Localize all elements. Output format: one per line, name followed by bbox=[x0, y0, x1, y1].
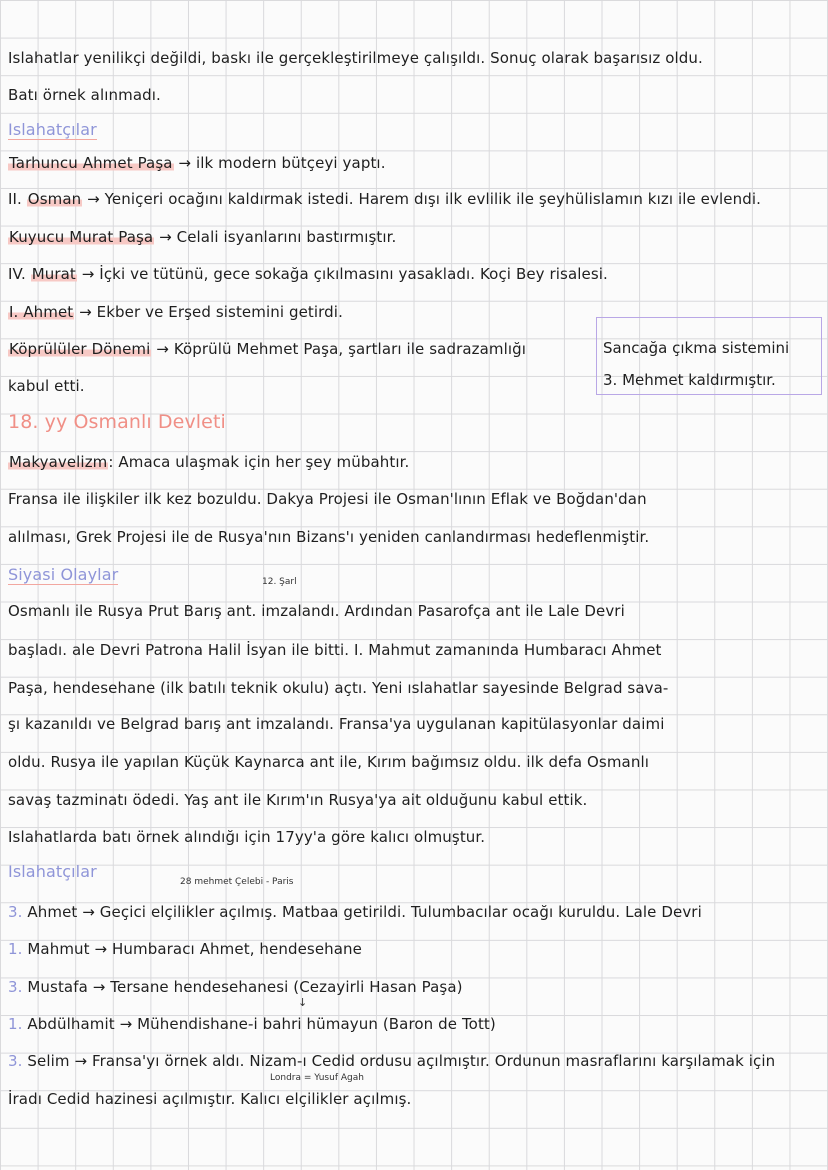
line-13: Osmanlı ile Rusya Prut Barış ant. imzalandı. Ardından Pasarofça ant ile Lale Devri bbox=[8, 602, 625, 620]
section-title bbox=[8, 412, 226, 433]
line-8 bbox=[8, 339, 526, 359]
name-kuyucu: Kuyucu Murat Paşa bbox=[9, 228, 154, 246]
line-3-text: → ilk modern bütçeyi yaptı. bbox=[173, 154, 386, 172]
reformer-number: 3. bbox=[8, 903, 28, 921]
name-tarhuncu: Tarhuncu Ahmet Paşa bbox=[9, 154, 173, 172]
line-14: başladı. ale Devri Patrona Halil İsyan ile bitti. I. Mahmut zamanında Humbaracı Ahmet bbox=[8, 641, 662, 659]
note-box-line-1: Sancağa çıkma sistemini bbox=[603, 339, 790, 357]
annotation-mehmet-celebi: 28 mehmet Çelebi - Paris bbox=[180, 877, 294, 887]
line-15: Paşa, hendesehane (ilk batılı teknik okulu) açtı. Yeni ıslahatlar sayesinde Belgrad sava- bbox=[8, 679, 669, 697]
line-18: savaş tazminatı ödedi. Yaş ant ile Kırım'ın Rusya'ya ait olduğunu kabul ettik. bbox=[8, 791, 588, 809]
reformer-text: → Geçici elçilikler açılmış. Matbaa getirildi. Tulumbacılar ocağı kuruldu. Lale Devri bbox=[77, 903, 702, 921]
roman-numeral: IV. bbox=[8, 265, 31, 283]
line-12: alılması, Grek Projesi ile de Rusya'nın Bizans'ı yeniden canlandırması hedeflenmiştir. bbox=[8, 528, 650, 546]
heading-text: Siyasi Olaylar bbox=[8, 565, 119, 584]
reformer-text: → Mühendishane-i bahri hümayun (Baron de Tott) bbox=[114, 1015, 496, 1033]
line-4-text: → Yeniçeri ocağını kaldırmak istedi. Harem dışı ilk evlilik ile şeyhülislamın kızı ile evlendi. bbox=[82, 190, 761, 208]
reformer-number: 1. bbox=[8, 1015, 28, 1033]
term-makyavelizm: Makyavelizm bbox=[9, 453, 108, 471]
line-16: şı kazanıldı ve Belgrad barış ant imzalandı. Fransa'ya uygulanan kapitülasyonlar daimi bbox=[8, 715, 665, 733]
line-4 bbox=[8, 189, 761, 209]
name-murat: Murat bbox=[31, 265, 76, 283]
line-3 bbox=[8, 153, 386, 173]
line-8-text: → Köprülü Mehmet Paşa, şartları ile sadrazamlığı bbox=[151, 340, 527, 358]
line-6 bbox=[8, 264, 608, 284]
reformer-name: Mahmut bbox=[27, 940, 90, 958]
reformer-name: Abdülhamit bbox=[27, 1015, 115, 1033]
arrow-down-icon: ↓ bbox=[298, 996, 308, 1009]
reformer-row-3 bbox=[8, 977, 463, 997]
reformer-row-2 bbox=[8, 939, 362, 959]
reformer-row-5 bbox=[8, 1051, 775, 1071]
reformer-text: → Tersane hendesehanesi (Cezayirli Hasan Paşa) bbox=[87, 978, 463, 996]
line-7-text: → Ekber ve Erşed sistemini getirdi. bbox=[74, 303, 343, 321]
heading-siyasi-olaylar bbox=[8, 565, 118, 585]
line-1: Islahatlar yenilikçi değildi, baskı ile gerçekleştirilmeye çalışıldı. Sonuç olarak başarısız oldu. bbox=[8, 49, 703, 67]
line-10 bbox=[8, 452, 409, 472]
reformer-number: 1. bbox=[8, 940, 28, 958]
annotation-londra: Londra = Yusuf Agah bbox=[270, 1073, 364, 1083]
name-osman: Osman bbox=[27, 190, 82, 208]
name-koprululer: Köprülüler Dönemi bbox=[9, 340, 151, 358]
reformer-number: 3. bbox=[8, 1052, 28, 1070]
line-7 bbox=[8, 302, 343, 322]
heading-text: Islahatçılar bbox=[8, 120, 97, 139]
reformer-name: Ahmet bbox=[27, 903, 78, 921]
annotation-12-sarl: 12. Şarl bbox=[262, 577, 297, 587]
reformer-text: → Humbaracı Ahmet, hendesehane bbox=[89, 940, 362, 958]
roman-numeral: II. bbox=[8, 190, 27, 208]
note-box-line-2: 3. Mehmet kaldırmıştır. bbox=[603, 371, 776, 389]
line-10-text: : Amaca ulaşmak için her şey mübahtır. bbox=[108, 453, 410, 471]
heading-islahatcilar-2 bbox=[8, 862, 97, 882]
reformer-row-6: İradı Cedid hazinesi açılmıştır. Kalıcı elçilikler açılmış. bbox=[8, 1090, 412, 1108]
note-box bbox=[596, 317, 822, 395]
reformer-name: Selim bbox=[27, 1052, 70, 1070]
reformer-text: → Fransa'yı örnek aldı. Nizam-ı Cedid ordusu açılmıştır. Ordunun masraflarını karşılamak için bbox=[69, 1052, 776, 1070]
reformer-row-1 bbox=[8, 902, 702, 922]
line-11: Fransa ile ilişkiler ilk kez bozuldu. Dakya Projesi ile Osman'lının Eflak ve Boğdan'dan bbox=[8, 490, 647, 508]
line-17: oldu. Rusya ile yapılan Küçük Kaynarca ant ile, Kırım bağımsız oldu. ilk defa Osmanlı bbox=[8, 753, 649, 771]
name-ahmet: I. Ahmet bbox=[9, 303, 74, 321]
reformer-number: 3. bbox=[8, 978, 28, 996]
line-6-text: → İçki ve tütünü, gece sokağa çıkılmasını yasakladı. Koçi Bey risalesi. bbox=[76, 265, 608, 283]
line-19: Islahatlarda batı örnek alındığı için 17yy'a göre kalıcı olmuştur. bbox=[8, 828, 486, 846]
reformer-row-4 bbox=[8, 1014, 496, 1034]
line-5-text: → Celali isyanlarını bastırmıştır. bbox=[154, 228, 397, 246]
reformer-name: Mustafa bbox=[27, 978, 88, 996]
line-2: Batı örnek alınmadı. bbox=[8, 86, 161, 104]
heading-islahatcilar bbox=[8, 120, 97, 140]
section-title-text: 18. yy Osmanlı Devleti bbox=[8, 411, 226, 433]
line-9: kabul etti. bbox=[8, 377, 85, 395]
line-5 bbox=[8, 227, 396, 247]
heading-text: Islahatçılar bbox=[8, 862, 97, 881]
